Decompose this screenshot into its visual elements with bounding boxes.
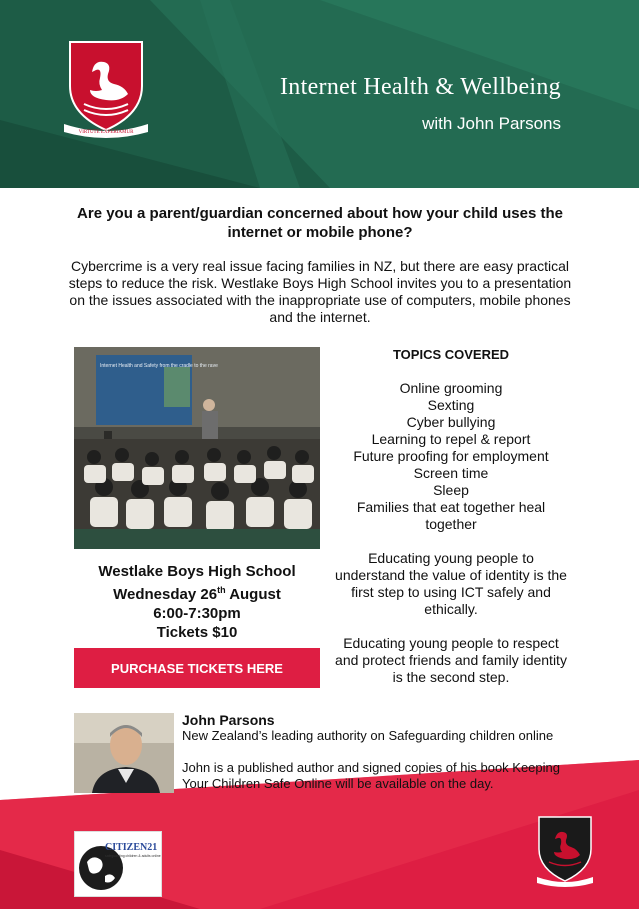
intro-body: Cybercrime is a very real issue facing families in NZ, but there are easy practical steps to reduce the risk. Westlake Boys High School invites you to a presentation on the issues associated with the inappropriate use of computers, mobile phones and the internet.: [68, 258, 572, 325]
intro-question: Are you a parent/guardian concerned about how your child uses the internet or mobile phone?: [77, 205, 563, 241]
topic-item: Sexting: [427, 397, 475, 413]
identity-paragraph-1: Educating young people to understand the value of identity is the first step to using ICT safely and ethically.: [335, 550, 567, 617]
date-ordinal: th: [217, 585, 226, 595]
page-subtitle: with John Parsons: [422, 114, 561, 133]
topic-item: Online grooming: [399, 380, 503, 396]
event-details: [74, 562, 320, 642]
topics-list: [334, 380, 568, 533]
header-banner: [0, 0, 639, 188]
slide-caption: Internet Health and Safety from the cradle to the rave: [100, 363, 218, 369]
school-crest-logo: [62, 38, 150, 138]
event-photo: [74, 347, 320, 549]
topic-item: Learning to repel & report: [371, 431, 531, 447]
presenter-bio: [182, 712, 602, 792]
citizen21-logo: [74, 831, 162, 897]
purchase-tickets-button[interactable]: PURCHASE TICKETS HERE: [74, 648, 320, 688]
citizen21-logo-tagline: safeguarding children & adults online: [105, 854, 161, 858]
crest-motto-ribbon: VIRTUTE EXPERIAMUR: [78, 130, 134, 135]
page-title: Internet Health & Wellbeing: [280, 74, 561, 100]
presenter-photo: [74, 713, 174, 793]
presenter-tagline: New Zealand’s leading authority on Safeguarding children online: [182, 728, 554, 743]
citizen21-logo-text: CITIZEN21: [105, 842, 158, 853]
identity-paragraph-2: Educating young people to respect and protect friends and family identity is the second step.: [335, 635, 567, 685]
topic-item: Sleep: [433, 482, 469, 498]
topics-heading: TOPICS COVERED: [392, 347, 510, 362]
event-time: 6:00-7:30pm: [153, 605, 241, 622]
topic-item: Families that eat together heal together: [356, 499, 546, 532]
event-tickets: Tickets $10: [156, 624, 238, 641]
event-date: Wednesday 26th August: [113, 585, 281, 603]
event-venue: Westlake Boys High School: [98, 563, 296, 580]
presenter-name: John Parsons: [182, 712, 275, 728]
topic-item: Screen time: [413, 465, 489, 481]
presenter-book-note: John is a published author and signed copies of his book Keeping Your Children Safe Online will be available on the day.: [182, 760, 560, 791]
topic-item: Future proofing for employment: [353, 448, 549, 464]
topics-section: [334, 346, 568, 686]
school-crest-small-logo: [535, 815, 595, 887]
topic-item: Cyber bullying: [406, 414, 496, 430]
